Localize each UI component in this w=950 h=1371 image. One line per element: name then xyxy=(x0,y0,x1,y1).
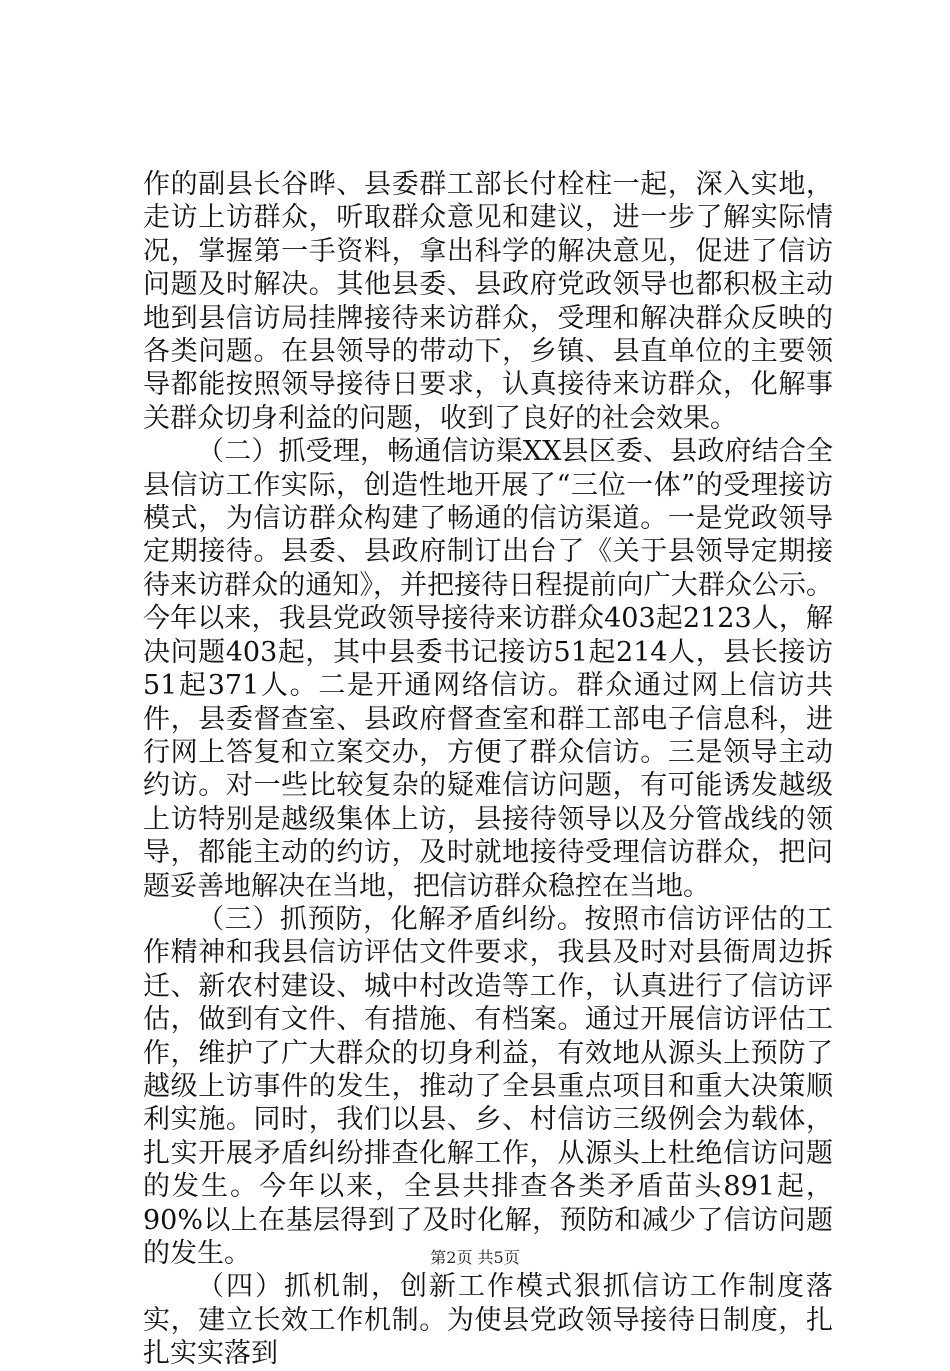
document-body xyxy=(143,168,833,1371)
page-number-footer: 第2页 共5页 xyxy=(430,1248,520,1267)
paragraph-section-4: （四）抓机制，创新工作模式狠抓信访工作制度落实，建立长效工作机制。为使县党政领导接待日制度，扎扎实实落到 xyxy=(143,1271,833,1370)
paragraph-section-3: （三）抓预防，化解矛盾纠纷。按照市信访评估的工作精神和我县信访评估文件要求，我县及时对县衙周边拆迁、新农村建设、城中村改造等工作，认真进行了信访评估，做到有文件、有措施、有档案。通过开展信访评估工作，维护了广大群众的切身利益，有效地从源头上预防了越级上访事件的发生，推动了全县重点项目和重大决策顺利实施。同时，我们以县、乡、村信访三级例会为载体，扎实开展矛盾纠纷排查化解工作，从源头上杜绝信访问题的发生。今年以来，全县共排查各类矛盾苗头891起，90%以上在基层得到了及时化解，预防和减少了信访问题的发生。 xyxy=(143,903,833,1269)
paragraph-continuation: 作的副县长谷晔、县委群工部长付栓柱一起，深入实地，走访上访群众，听取群众意见和建议，进一步了解实际情况，掌握第一手资料，拿出科学的解决意见，促进了信访问题及时解决。其他县委、县政府党政领导也都积极主动地到县信访局挂牌接待来访群众，受理和解决群众反映的各类问题。在县领导的带动下，乡镇、县直单位的主要领导都能按照领导接待日要求，认真接待来访群众，化解事关群众切身利益的问题，收到了良好的社会效果。 xyxy=(143,169,833,434)
paragraph-section-2: （二）抓受理，畅通信访渠XX县区委、县政府结合全县信访工作实际，创造性地开展了“三位一体”的受理接访模式，为信访群众构建了畅通的信访渠道。一是党政领导定期接待。县委、县政府制订出台了《关于县领导定期接待来访群众的通知》，并把接待日程提前向广大群众公示。今年以来，我县党政领导接待来访群众403起2123人，解决问题403起，其中县委书记接访51起214人，县长接访51起371人。二是开通网络信访。群众通过网上信访共件，县委督查室、县政府督查室和群工部电子信息科，进行网上答复和立案交办，方便了群众信访。三是领导主动约访。对一些比较复杂的疑难信访问题，有可能诱发越级上访特别是越级集体上访，县接待领导以及分管战线的领导，都能主动的约访，及时就地接待受理信访群众，把问题妥善地解决在当地，把信访群众稳控在当地。 xyxy=(143,436,833,902)
